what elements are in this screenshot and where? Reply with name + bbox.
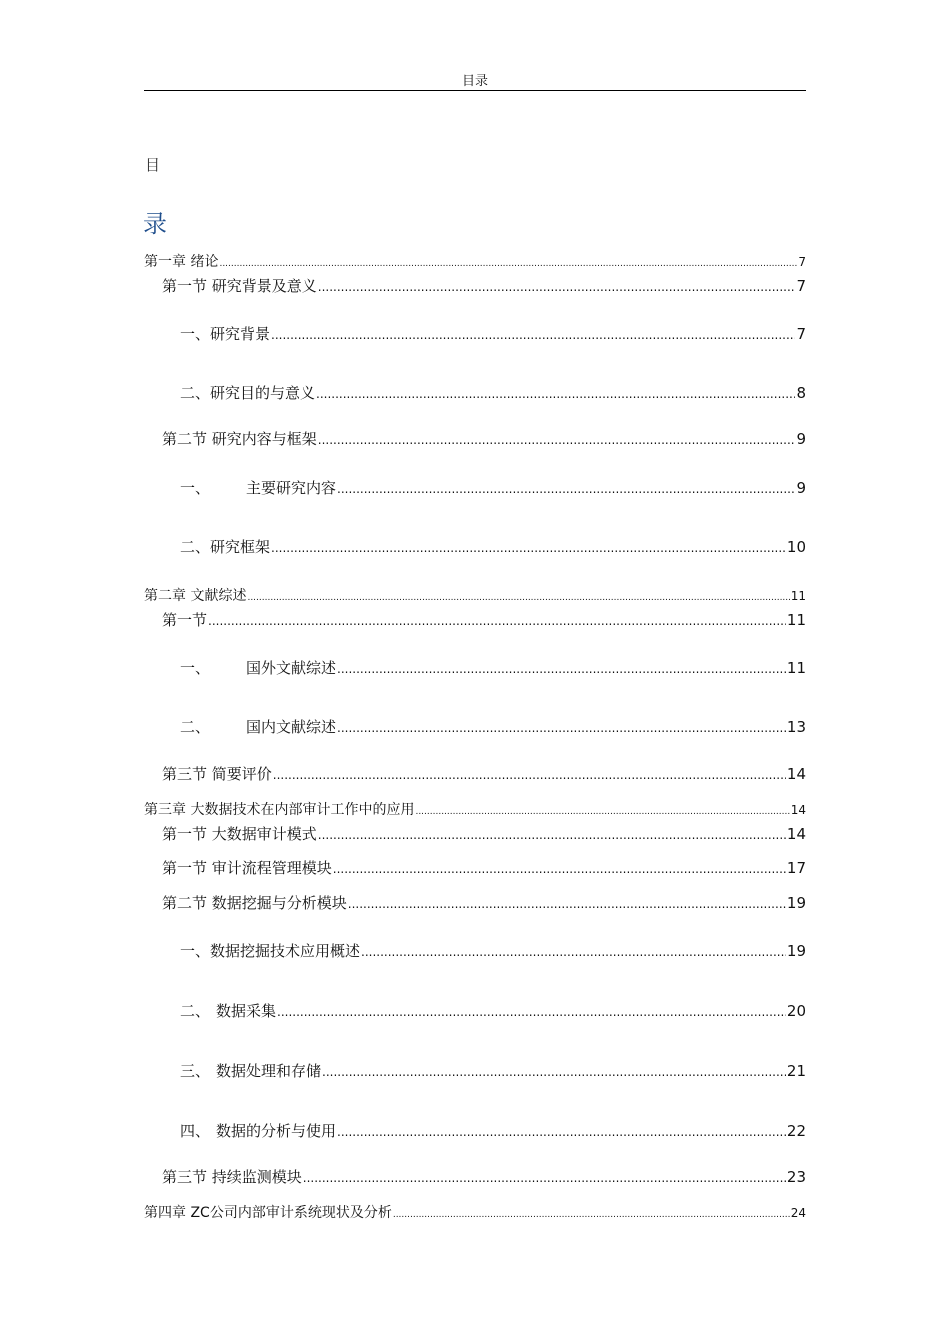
- toc-entry-section[interactable]: 第三节 简要评价 ..... 14: [162, 763, 806, 784]
- toc-entry-section[interactable]: 第一节 大数据审计模式 ..... 14: [162, 823, 806, 844]
- toc-entry-chapter-1[interactable]: 第一章 绪论 ..... 7: [144, 251, 806, 271]
- toc-entry-chapter-4[interactable]: 第四章 ZC公司内部审计系统现状及分析 ..... 24: [144, 1202, 806, 1222]
- toc-entry-subsection[interactable]: 四、 数据的分析与使用 ..... 22: [180, 1120, 806, 1141]
- toc-entry-section[interactable]: 第一节 审计流程管理模块 ..... 17: [162, 857, 806, 878]
- toc-entry-subsection[interactable]: 二、研究框架 ..... 10: [180, 536, 806, 557]
- toc-entry-chapter-3[interactable]: 第三章 大数据技术在内部审计工作中的应用 ..... 14: [144, 799, 806, 819]
- toc-heading-line-1: 目: [145, 156, 161, 174]
- header-rule: [144, 90, 806, 91]
- toc-entry-section[interactable]: 第二节 数据挖掘与分析模块 ..... 19: [162, 892, 806, 913]
- toc-entry-section[interactable]: 第一节 ..... 11: [162, 609, 806, 630]
- toc-entry-subsection[interactable]: 一、研究背景 ..... 7: [180, 323, 806, 344]
- toc-entry-subsection[interactable]: 二、 数据采集 ..... 20: [180, 1000, 806, 1021]
- toc-entry-section[interactable]: 第二节 研究内容与框架 ..... 9: [162, 428, 806, 449]
- toc-entry-subsection[interactable]: 一、 国外文献综述 ..... 11: [180, 657, 806, 678]
- toc-entry-section[interactable]: 第三节 持续监测模块 ..... 23: [162, 1166, 806, 1187]
- toc-entry-subsection[interactable]: 一、 主要研究内容 ..... 9: [180, 477, 806, 498]
- toc-entry-subsection[interactable]: 二、 国内文献综述 ..... 13: [180, 716, 806, 737]
- toc-heading-line-2: 录: [143, 210, 167, 238]
- toc-entry-chapter-2[interactable]: 第二章 文献综述 ..... 11: [144, 585, 806, 605]
- toc-entry-subsection[interactable]: 三、 数据处理和存储 ..... 21: [180, 1060, 806, 1081]
- toc-entry-subsection[interactable]: 二、研究目的与意义 ..... 8: [180, 382, 806, 403]
- page-header: 目录: [461, 74, 488, 89]
- toc-entry-subsection[interactable]: 一、数据挖掘技术应用概述 ..... 19: [180, 940, 806, 961]
- toc-entry-section[interactable]: 第一节 研究背景及意义 ..... 7: [162, 275, 806, 296]
